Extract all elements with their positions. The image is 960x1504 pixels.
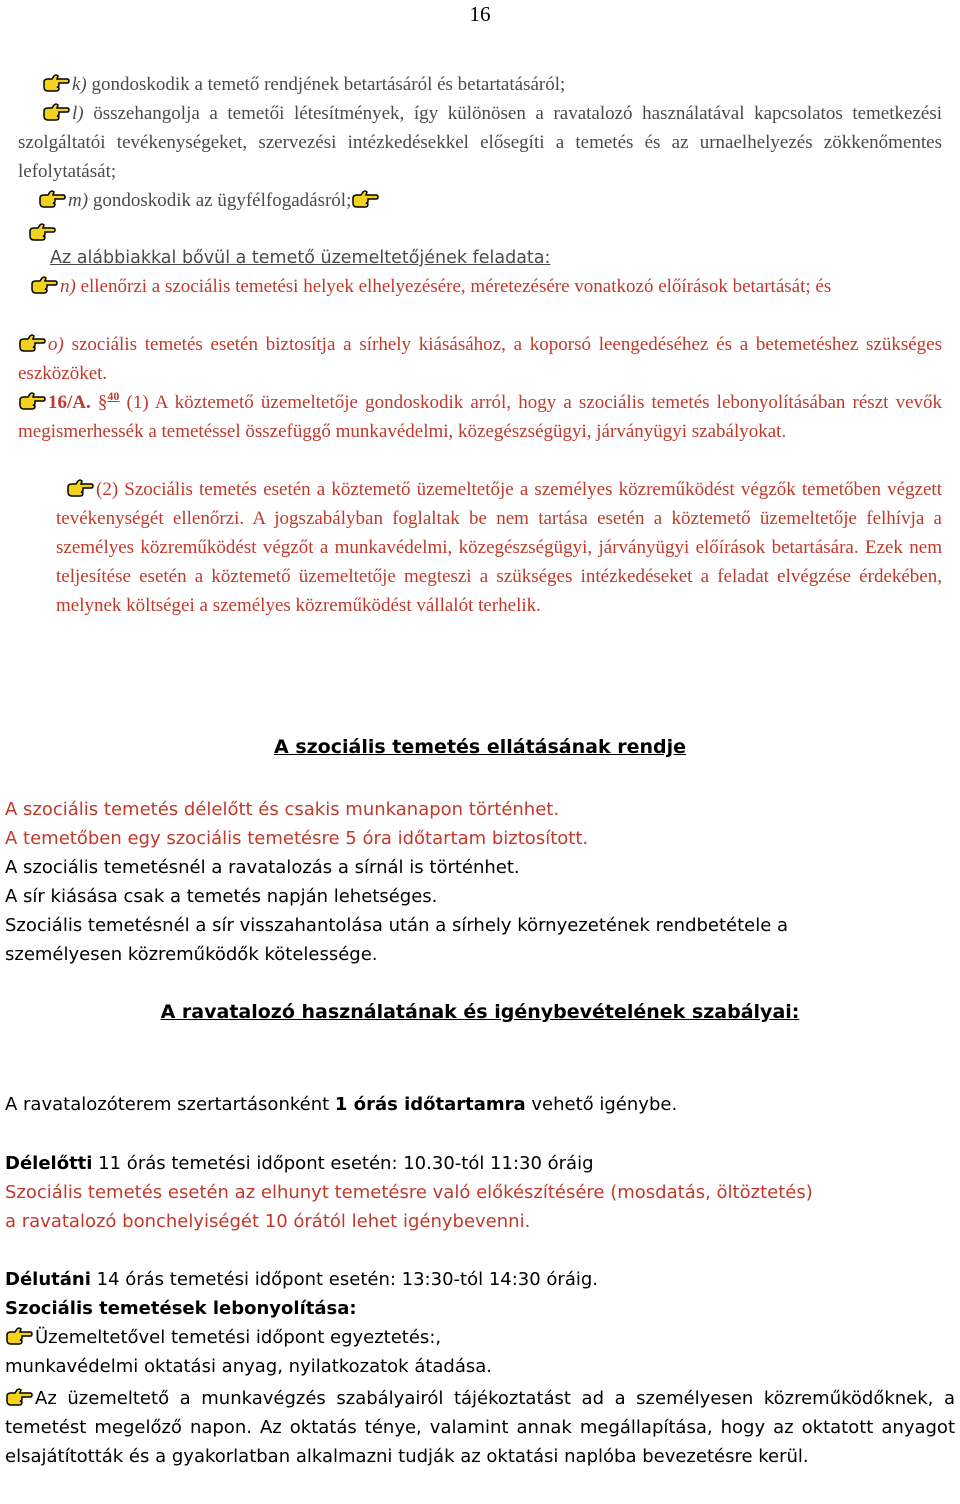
- heading-social-funeral-order: A szociális temetés ellátásának rendje: [274, 736, 686, 758]
- morning-block: Délelőtti 11 órás temetési időpont esetén: 10.30-tól 11:30 óráig Szociális temetés esetén az elhunyt temetésre való előkészítésére (mosdatás, öltöztetés) a ravatalozó bonchelyiségét 10 órától lehet igénybevenni.: [5, 1153, 813, 1232]
- rules-list: [5, 795, 945, 969]
- pointing-hand-icon: [28, 222, 56, 242]
- pointing-hand-icon: [18, 333, 46, 353]
- procedure-item-2: Az üzemeltető a munkavégzés szabályairól tájékoztatást ad a személyesen közreműködőknek, a temetést megelőző napon. Az oktatás ténye, valamint annak megállapítása, hogy az oktatott anyagot elsajátították és a gyakorlatban alkalmazni tudják az oktatási naplóba bevezetésre kerül.: [5, 1388, 955, 1467]
- section-sign: §: [97, 392, 108, 413]
- pointing-hand-icon: [42, 102, 70, 122]
- pointing-hand-icon: [38, 189, 66, 209]
- procedure-block: Szociális temetések lebonyolítása: Üzemeltetővel temetési időpont egyeztetés:, munkavédelmi oktatási anyag, nyilatkozatok átadása.: [5, 1294, 955, 1381]
- item-o: o) szociális temetés esetén biztosítja a sírhely kiásásához, a koporsó leengedéséhez és a betemetéshez szükséges eszközöket.: [18, 334, 942, 384]
- pointing-hand-icon: [351, 189, 379, 209]
- procedure-title: Szociális temetések lebonyolítása:: [5, 1298, 357, 1319]
- pointing-hand-icon: [18, 391, 46, 411]
- pointing-hand-icon: [66, 478, 94, 498]
- pointing-hand-standalone: [28, 222, 58, 244]
- pointing-hand-icon: [42, 73, 70, 93]
- paragraph-16a-1: 16/A. §$^{40}$ (1) A köztemető üzemeltetője gondoskodik arról, hogy a szociális temetés lebonyolításában részt vevők megismerhessék a temetéssel összefüggő munkavédelmi, közegészségügyi, járványügyi szabályokat.: [18, 389, 942, 442]
- item-n: n) ellenőrzi a szociális temetési helyek elhelyezésére, méretezésére vonatkozó előírások betartását; és: [18, 272, 942, 301]
- heading-mortuary-rules: A ravatalozó használatának és igénybevételének szabályai:: [160, 1001, 800, 1023]
- pointing-hand-icon: [5, 1387, 33, 1407]
- page-number: 16: [469, 2, 491, 26]
- usage-line: A ravatalozóterem szertartásonként 1 órás időtartamra vehető igénybe.: [5, 1094, 678, 1115]
- rule-line: Szociális temetésnél a sír visszahantolása után a sírhely környezetének rendbetétele a: [5, 915, 789, 936]
- procedure-item-1: Üzemeltetővel temetési időpont egyeztetés:,: [5, 1323, 955, 1352]
- rule-line: A szociális temetésnél a ravatalozás a sírnál is történhet.: [5, 857, 520, 878]
- rule-line: személyesen közreműködők kötelessége.: [5, 944, 378, 965]
- item-k: k) gondoskodik a temető rendjének betartásáról és betartatásáról;: [42, 70, 942, 99]
- afternoon-line: Délutáni 14 órás temetési időpont esetén: 13:30-tól 14:30 óráig.: [5, 1269, 599, 1290]
- pointing-hand-icon: [30, 275, 58, 295]
- item-l: l) összehangolja a temetői létesítmények, így különösen a ravatalozó használatával kapcsolatos temetkezési szolgáltatói tevékenységeket, szervezési intézkedésekkel elősegíti a temetés és az urnaelhelyezés zökkenőmentes lefolytatását;: [18, 103, 942, 182]
- rule-line: A sír kiásása csak a temetés napján lehetséges.: [5, 886, 438, 907]
- paragraph-16a-2: (2) Szociális temetés esetén a köztemető üzemeltetője a személyes közreműködést végzők temetőben végzett tevékenységét ellenőrzi. A jogszabályban foglaltak be nem tartása esetén a köztemető üzemeltetője felhívja a személyes közreműködést végzőt a munkavédelmi, közegészségügyi, járványügyi előírások betartására. Ezek nem teljesítése esetén a köztemető üzemeltetője megteszi a szükséges intézkedéseket a feladat elvégzése érdekében, melynek költségei a személyes közreműködést vállalót terhelik.: [56, 479, 942, 616]
- section-intro: Az alábbiakkal bővül a temető üzemeltetőjének feladata:: [50, 248, 551, 268]
- rule-line: A szociális temetés délelőtt és csakis munkanapon történhet.: [5, 799, 560, 820]
- pointing-hand-icon: [5, 1326, 33, 1346]
- rule-line: A temetőben egy szociális temetésre 5 óra időtartam biztosított.: [5, 828, 589, 849]
- item-m: m) gondoskodik az ügyfélfogadásról;: [38, 186, 938, 215]
